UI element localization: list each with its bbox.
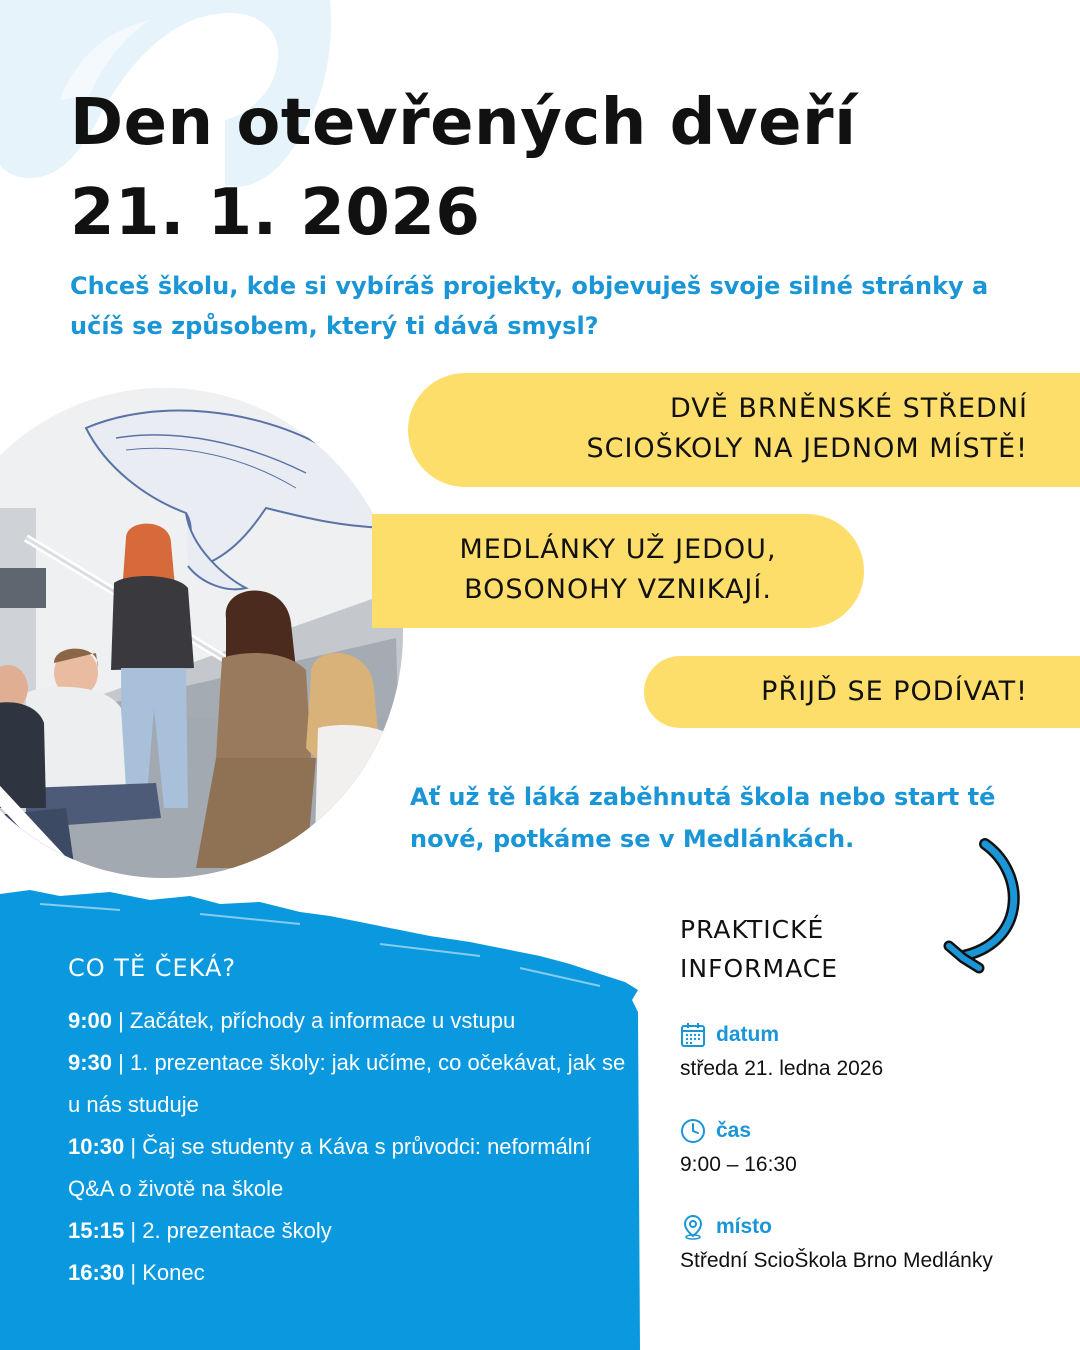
info-date-value: středa 21. ledna 2026 xyxy=(680,1057,884,1080)
info-date-label: datum xyxy=(716,1023,779,1046)
info-time-label: čas xyxy=(716,1119,752,1142)
highlight-2-line-1: MEDLÁNKY UŽ JEDOU, xyxy=(459,534,777,565)
info-place xyxy=(680,1212,1070,1278)
highlight-1-line-1: DVĚ BRNĚNSKÉ STŘEDNÍ xyxy=(669,393,1028,424)
schedule-text: | 2. prezentace školy xyxy=(124,1218,332,1243)
clock-icon xyxy=(680,1118,706,1144)
highlight-two-schools xyxy=(408,373,1080,487)
info-time-value: 9:00 – 16:30 xyxy=(680,1153,797,1176)
highlight-1-line-2: SCIOŠKOLY NA JEDNOM MÍSTĚ! xyxy=(586,433,1028,464)
info-place-label: místo xyxy=(716,1215,773,1238)
page-title xyxy=(70,78,857,258)
schedule-item xyxy=(68,1000,628,1042)
practical-info-title xyxy=(680,910,838,988)
title-date: 21. 1. 2026 xyxy=(70,176,481,250)
schedule-text: | Začátek, příchody a informace u vstupu xyxy=(112,1008,516,1033)
schedule-time: 9:30 xyxy=(68,1050,113,1075)
info-time xyxy=(680,1116,1070,1182)
schedule-time: 9:00 xyxy=(68,1008,113,1033)
calendar-icon xyxy=(680,1022,706,1048)
info-place-value: Střední ScioŠkola Brno Medlánky xyxy=(680,1249,993,1272)
schedule-item xyxy=(68,1252,628,1294)
schedule-item xyxy=(68,1042,628,1126)
curved-arrow-icon xyxy=(935,838,1030,978)
info-date xyxy=(680,1020,1070,1086)
intro-text: Chceš školu, kde si vybíráš projekty, objevuješ svoje silné stránky a učíš se způsobem, který ti dává smysl? xyxy=(70,272,989,340)
info-title-line-1: PRAKTICKÉ xyxy=(680,915,825,944)
schedule-time: 15:15 xyxy=(68,1218,125,1243)
schedule-text: | 1. prezentace školy: jak učíme, co očekávat, jak se u nás studuje xyxy=(68,1050,626,1117)
highlight-medlanky-bosonohy xyxy=(372,514,864,628)
schedule-title: CO TĚ ČEKÁ? xyxy=(68,954,237,982)
location-pin-icon xyxy=(680,1214,706,1240)
students-photo xyxy=(0,388,403,878)
schedule-text: | Konec xyxy=(124,1260,205,1285)
highlight-come-visit xyxy=(644,656,1080,728)
schedule-list xyxy=(68,1000,628,1294)
outro-text: Ať už tě láká zaběhnutá škola nebo start té nové, potkáme se v Medlánkách. xyxy=(410,783,996,853)
schedule-time: 16:30 xyxy=(68,1260,125,1285)
info-title-line-2: INFORMACE xyxy=(680,954,838,983)
schedule-time: 10:30 xyxy=(68,1134,125,1159)
title-line-1: Den otevřených dveří xyxy=(70,86,857,160)
schedule-item xyxy=(68,1210,628,1252)
schedule-item xyxy=(68,1126,628,1210)
schedule-text: | Čaj se studenty a Káva s průvodci: neformální Q&A o životě na škole xyxy=(68,1134,592,1201)
highlight-3-line-1: PŘIJĎ SE PODÍVAT! xyxy=(761,676,1028,707)
highlight-2-line-2: BOSONOHY VZNIKAJÍ. xyxy=(464,574,772,605)
